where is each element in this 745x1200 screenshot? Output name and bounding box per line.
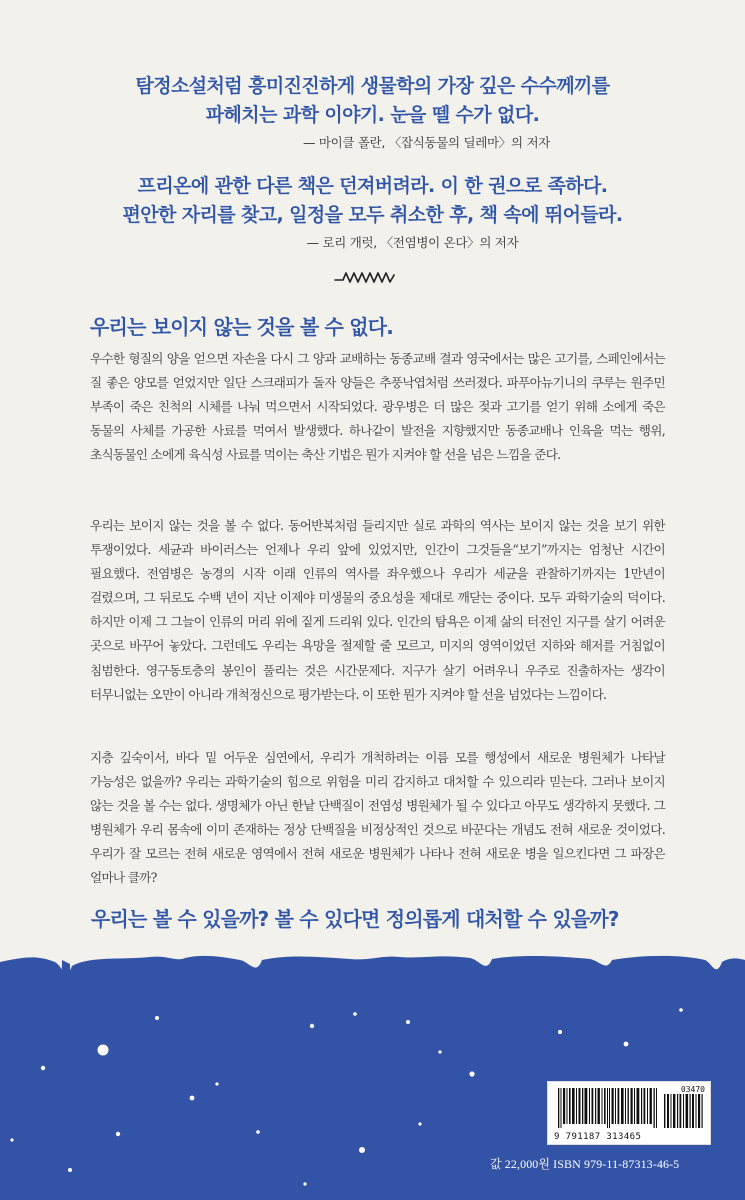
price-isbn-line: 값 22,000원 ISBN 979-11-87313-46-5 — [490, 1157, 680, 1171]
body-paragraph-2: 우리는 보이지 않는 것을 볼 수 없다. 동어반복처럼 들리지만 실로 과학의 역사는 보이지 않는 것을 보기 위한 투쟁이었다. 세균과 바이러스는 언제나 우리 앞에 있었지만, 인간이 그것들을“보기”까지는 엄청난 시간이 필요했다. 전염병은 농경의 시작 이래 인류의 역사를 좌우했으나 우리가 세균을 관찰하기까지는 1만년이 걸렸으며, 그 뒤로도 수백 년이 지난 이제야 미생물의 중요성을 제대로 깨닫는 중이다. 모두 과학기술의 덕이다. 하지만 이제 그 그늘이 인류의 머리 위에 짙게 드리워 있다. 인간의 탐욕은 이제 삶의 터전인 지구를 살기 어려운 곳으로 바꾸어 놓았다. 그런데도 우리는 욕망을 절제할 줄 모르고, 미지의 영역이었던 지하와 해저를 거침없이 침범한다. 영구동토층의 봉인이 풀리는 것은 시간문제다. 지구가 살기 어려우니 우주로 진출하자는 생각이 터무니없는 오만이 아니라 개척정신으로 평가받는다. 이 또한 뭔가 지켜야 할 선을 넘었다는 느낌이다. — [90, 518, 665, 702]
barcode-number: 9 791187 313465 — [554, 1132, 642, 1142]
endorsement-quote-1 — [0, 72, 745, 154]
barcode-addon-number: 03470 — [680, 1085, 705, 1094]
squiggle-divider-icon — [333, 268, 403, 286]
isbn-barcode — [547, 1081, 711, 1145]
body-paragraph-1: 우수한 형질의 양을 얻으면 자손을 다시 그 양과 교배하는 동종교배 결과 영국에서는 많은 고기를, 스페인에서는 질 좋은 양모를 얻었지만 일단 스크래피가 돌자 양들은 추풍낙엽처럼 쓰러졌다. 파푸아뉴기니의 쿠루는 원주민 부족이 죽은 친척의 시체를 나눠 먹으면서 시작되었다. 광우병은 더 많은 젖과 고기를 얻기 위해 소에게 죽은 동물의 사체를 가공한 사료를 먹여서 발생했다. 하나같이 발전을 지향했지만 동종교배나 인육을 먹는 행위, 초식동물인 소에게 육식성 사료를 먹이는 축산 기법은 뭔가 지켜야 할 선을 넘은 느낌을 준다. — [90, 351, 665, 463]
quote-2-line-1: 프리온에 관한 다른 책은 던져버려라. 이 한 권으로 족하다. — [137, 175, 608, 197]
body-paragraph-3: 지층 깊숙이서, 바다 밑 어두운 심연에서, 우리가 개척하려는 이름 모를 행성에서 새로운 병원체가 나타날 가능성은 없을까? 우리는 과학기술의 힘으로 위험을 미리 감지하고 대처할 수 있으리라 믿는다. 그러나 보이지 않는 것을 볼 수는 없다. 생명체가 아닌 한낱 단백질이 전염성 병원체가 될 수 있다고 아무도 생각하지 못했다. 그 병원체가 우리 몸속에 이미 존재하는 정상 단백질을 비정상적인 것으로 바꾼다는 개념도 전혀 새로운 것이었다. 우리가 잘 모르는 전혀 새로운 영역에서 전혀 새로운 병원체가 나타나 전혀 새로운 병을 일으킨다면 그 파장은 얼마나 클까? — [90, 750, 665, 886]
section-heading-bottom: 우리는 볼 수 있을까? 볼 수 있다면 정의롭게 대처할 수 있을까? — [91, 907, 619, 931]
quote-2-source: — 로리 개럿, 〈전염병이 온다〉의 저자 — [306, 235, 519, 250]
barcode-bars-icon — [556, 1088, 704, 1128]
quote-1-source: — 마이클 폴란, 〈잡식동물의 딜레마〉의 저자 — [302, 135, 551, 150]
quote-2-line-2: 편안한 자리를 찾고, 일정을 모두 취소한 후, 책 속에 뛰어들라. — [122, 204, 623, 226]
quote-1-line-2: 파헤치는 과학 이야기. 눈을 뗄 수가 없다. — [205, 104, 540, 126]
section-heading-top: 우리는 보이지 않는 것을 볼 수 없다. — [90, 315, 394, 339]
endorsement-quote-2 — [0, 172, 745, 254]
quote-1-line-1: 탐정소설처럼 흥미진진하게 생물학의 가장 깊은 수수께끼를 — [135, 75, 610, 97]
